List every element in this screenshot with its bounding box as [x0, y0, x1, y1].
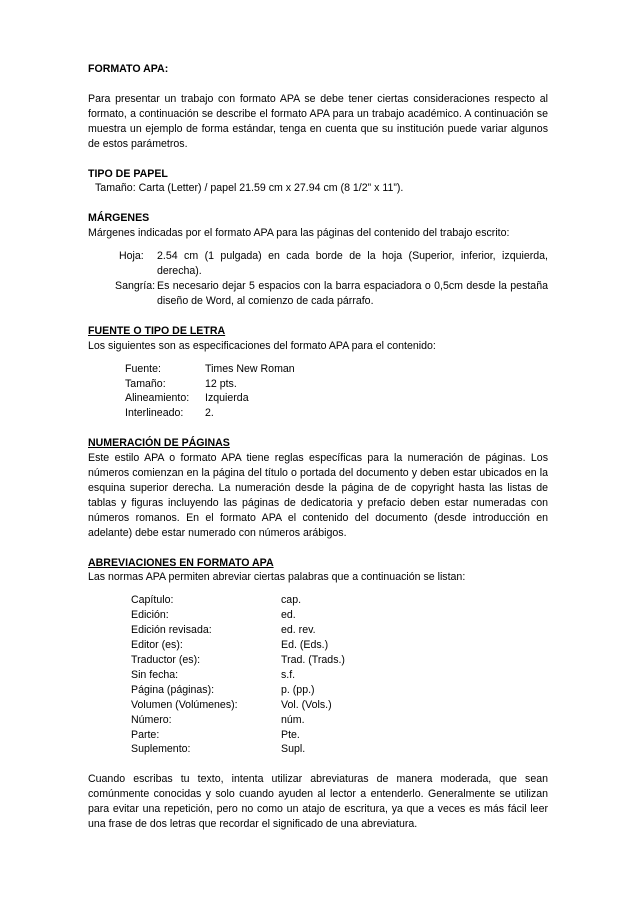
abbreviations-heading: ABREVIACIONES EN FORMATO APA — [88, 556, 274, 569]
abbreviation-list — [131, 593, 548, 757]
abbreviation-row: Suplemento: Supl. — [131, 743, 306, 756]
abbreviation-row: Sin fecha: s.f. — [131, 668, 296, 681]
abbreviation-row: Página (páginas): p. (pp.) — [131, 683, 315, 696]
margin-term: Sangría: — [115, 279, 156, 292]
font-heading: FUENTE O TIPO DE LETRA — [88, 324, 226, 337]
margin-desc: 2.54 cm (1 pulgada) en cada borde de la hoja (Superior, inferior, izquierda, derecha). — [157, 250, 548, 278]
abbreviation-row: Editor (es): Ed. (Eds.) — [131, 639, 329, 652]
margins-intro: Márgenes indicadas por el formato APA para las páginas del contenido del trabajo escrito: — [88, 227, 510, 240]
font-spec-row: Interlineado: 2. — [125, 407, 214, 420]
abbreviation-row: Traductor (es): Trad. (Trads.) — [131, 654, 345, 666]
intro-paragraph: Para presentar un trabajo con formato APA se debe tener ciertas consideraciones respecto al formato, a continuación se describe el formato APA para un trabajo académico. A continuación se muestra un ejemplo de forma estándar, tenga en cuenta que su institución puede variar algunos de estos parámetros. — [88, 92, 548, 150]
abbreviation-row: Parte: Pte. — [131, 728, 300, 741]
abbreviations-intro: Las normas APA permiten abreviar ciertas palabras que a continuación se listan: — [88, 571, 466, 584]
abbreviation-row: Edición revisada: ed. rev. — [131, 624, 316, 637]
margins-heading: MÁRGENES — [88, 212, 150, 225]
abbreviation-row: Edición: ed. — [131, 609, 296, 622]
abbreviation-row: Número: núm. — [131, 713, 305, 726]
numbering-heading: NUMERACIÓN DE PÁGINAS — [88, 437, 230, 450]
document-title: FORMATO APA: — [88, 63, 169, 75]
margin-desc: Es necesario dejar 5 espacios con la barra espaciadora o 0,5cm desde la pestaña diseño de Word, al comienzo de cada párrafo. — [157, 279, 548, 307]
numbering-paragraph: Este estilo APA o formato APA tiene reglas específicas para la numeración de páginas. Los números comienzan en la página del título o portada del documento y deben estar ubicados en la esquina superior derecha. La numeración desde la página de de copyright hasta las listas de tablas y figuras incluyendo las páginas de dedicatoria y prefacio deben estar numeradas con números romanos. En el formato APA el contenido del documento (desde introducción en adelante) debe estar numerado con números arábigos. — [88, 452, 548, 539]
abbreviation-row: Capítulo: cap. — [131, 594, 302, 607]
margin-item-hoja — [119, 249, 548, 279]
font-spec-row: Fuente: Times New Roman — [125, 362, 295, 375]
paper-size-line: Tamaño: Carta (Letter) / papel 21.59 cm x 27.94 cm (8 1/2” x 11”). — [95, 182, 404, 195]
closing-paragraph: Cuando escribas tu texto, intenta utilizar abreviaturas de manera moderada, que sean comúnmente conocidas y solo cuando ayuden al lector a entenderlo. Generalmente se utilizan para evitar una repetición, pero no como un atajo de escritura, ya que a veces es más fácil leer una frase de dos letras que recordar el significado de una abreviatura. — [88, 773, 548, 831]
font-spec-list — [125, 362, 548, 422]
paper-heading: TIPO DE PAPEL — [88, 167, 168, 180]
font-spec-row: Alineamiento: Izquierda — [125, 392, 249, 405]
margin-item-sangria — [115, 279, 548, 309]
font-spec-row: Tamaño: 12 pts. — [125, 377, 237, 390]
document-page — [88, 62, 548, 832]
font-intro: Los siguientes son as especificaciones del formato APA para el contenido: — [88, 339, 436, 352]
margin-term: Hoja: — [119, 250, 144, 263]
abbreviation-row: Volumen (Volúmenes): Vol. (Vols.) — [131, 698, 332, 711]
